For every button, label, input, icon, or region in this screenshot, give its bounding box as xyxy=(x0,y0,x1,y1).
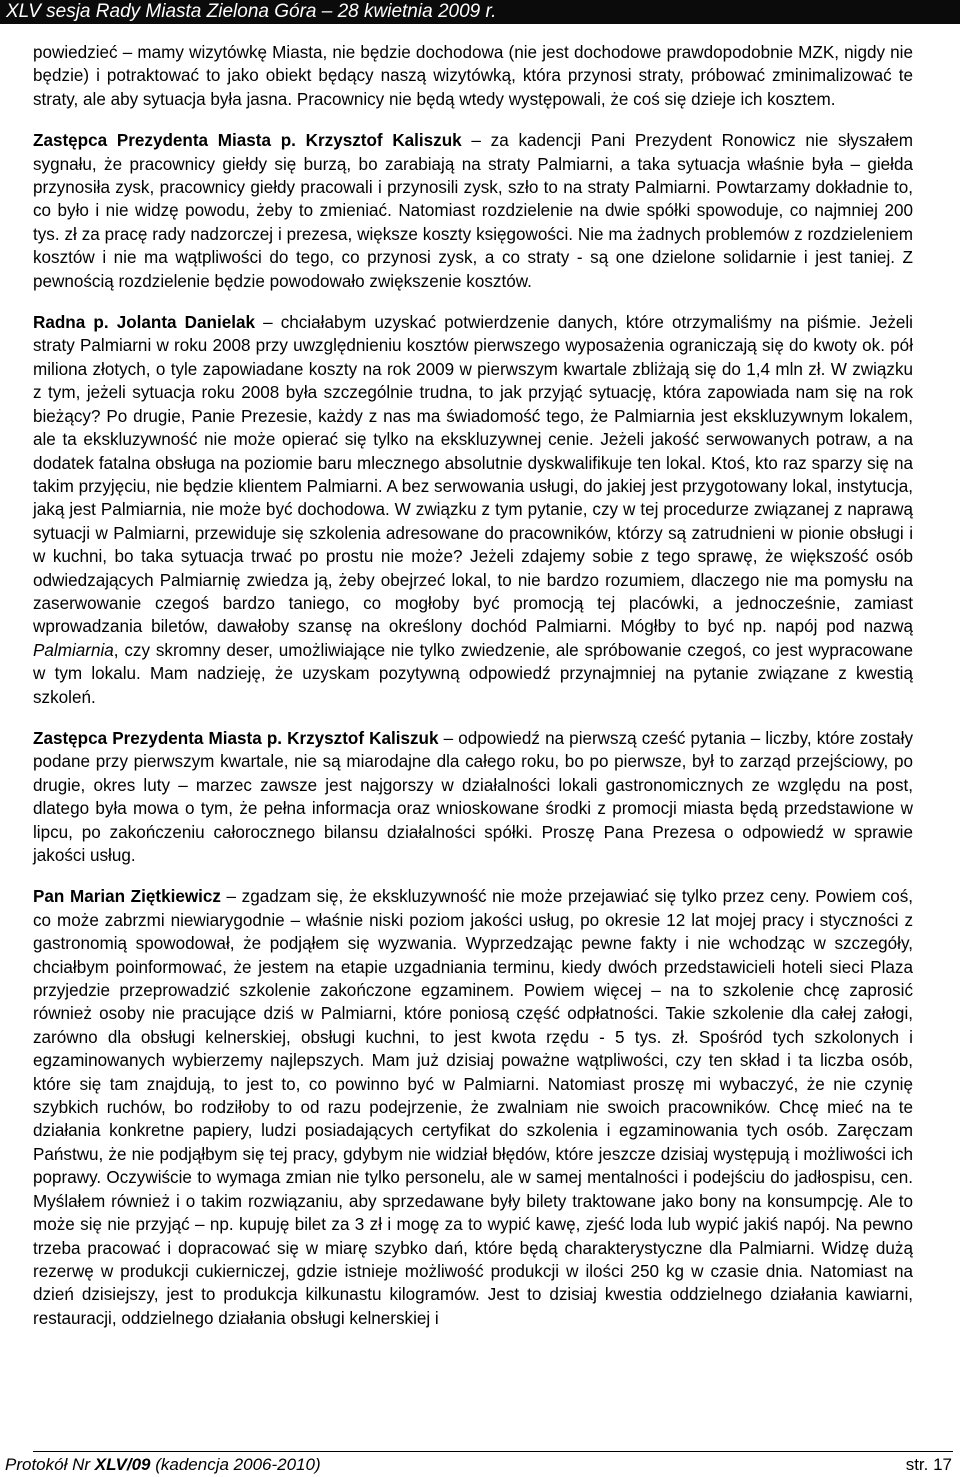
paragraph-danielak xyxy=(33,311,913,709)
paragraph-kaliszuk-2 xyxy=(33,727,913,867)
page-header xyxy=(0,0,960,24)
paragraph-text: powiedzieć – mamy wizytówkę Miasta, nie będzie dochodowa (nie jest dochodowe prawdopodobnie MZK, nigdy nie będzie) i potraktować to jako obiekt będący naszą wizytówką, która przynosi straty, próbować zminimalizować te straty, ale aby sytuacja była jasna. Pracownicy nie będą wtedy występowali, że coś się dzieje ich kosztem. xyxy=(33,43,913,109)
speaker-name: Zastępca Prezydenta Miasta p. Krzysztof Kaliszuk xyxy=(33,131,462,151)
italic-term: Palmiarnia xyxy=(33,640,114,660)
paragraph-text: – chciałabym uzyskać potwierdzenie danych, które otrzymaliśmy na piśmie. Jeżeli straty Palmiarni w roku 2008 przy uwzględnieniu kosztów pierwszego wyposażenia ograniczają się do kwoty ok. pół miliona złotych, o tyle zapowiadane koszty na rok 2009 w pierwszym kwartale zbliżają się do 1,4 mln zł. W związku z tym, jeżeli sytuacja roku 2008 była szczególnie trudna, to jak przyjąć sytuację, która zapowiada nam się na rok bieżący? Po drugie, Panie Prezesie, każdy z nas ma świadomość tego, że Palmiarnia jest ekskluzywnym lokalem, ale ta ekskluzywność nie może opierać się tylko na ekskluzywnej cenie. Jeżeli jakość serwowanych potraw, a na dodatek fatalna obsługa na poziomie baru mlecznego absolutnie dyskwalifikuje ten lokal. Ktoś, kto raz sparzy się na takim przyjęciu, nie będzie klientem Palmiarni. A bez serwowania usługi, do jakiej jest przygotowany lokal, instytucja, jaką jest Palmiarnia, nie może być dochodowa. W związku z tym pytanie, czy w tej procedurze związanej z naprawą sytuacji w Palmiarni, przewiduje się szkolenia adresowane do pracowników, którzy są zatrudnieni w pionie obsługi i w kuchni, bo taka sytuacja trwać po prostu nie może? Jeżeli zdajemy sobie z tego sprawę, że większość osób odwiedzających Palmiarnię zwiedza ją, żeby obejrzeć lokal, to nie bardzo rozumiem, dlaczego nie ma pomysłu na zaserwowanie czegoś bardzo taniego, co mogłoby być promocją tej placówki, a jednocześnie, zamiast wprowadzania biletów, dawałoby szansę na określony dochód Palmiarni. Mógłby to być np. napój pod nazwą xyxy=(33,313,913,637)
paragraph-text: – odpowiedź na pierwszą cześć pytania – liczby, które zostały podane przy pierwszym kwartale, nie są miarodajne dla całego roku, bo po pierwsze, był to zarząd przejściowy, po drugie, okres luty – marzec zawsze jest najgorszy w działalności lokali gastronomicznych ze względu na post, dlatego była mowa o tym, że pełna informacja oraz wnioskowane środki z promocji miasta będą przedstawione w lipcu, po zakończeniu całorocznego bilansu działalności spółki. Proszę Pana Prezesa o odpowiedź w sprawie jakości usług. xyxy=(33,728,914,865)
paragraph-text-continued: , czy skromny deser, umożliwiające nie tylko zwiedzenie, ale spróbowanie czegoś, co jest wypracowane w tym lokalu. Mam nadzieję, że uzyskam pozytywną odpowiedź przynajmniej na pytanie związane z kwestią szkoleń. xyxy=(33,640,913,707)
paragraph-text: – za kadencji Pani Prezydent Ronowicz nie słyszałem sygnału, że pracownicy giełdy się burzą, bo zarabiają na straty Palmiarni, a taka sytuacja właśnie była – giełda przynosiła zysk, pracownicy giełdy pracowali i przynosili zysk, szło to na straty Palmiarni. Powtarzamy dokładnie to, co było i nie widzę powodu, żeby to zmieniać. Natomiast rozdzielenie na dwie spółki spowoduje, co najmniej 200 tys. zł za pracę rady nadzorczej i prezesa, większe koszty księgowości. Nie ma żadnych problemów z rozdzieleniem kosztów i nie ma wątpliwości do tego, co przynosi zysk, a co straty - są one dzielone solidarnie i jest taniej. Z pewnością rozdzielenie będzie powodowało zwiększenie kosztów. xyxy=(33,131,913,291)
footer-divider xyxy=(33,1451,953,1452)
paragraph-text: – zgadzam się, że ekskluzywność nie może przejawiać się tylko przez ceny. Powiem coś, co może zabrzmi niewiarygodnie – właśnie niski poziom jakości usług, po okresie 12 lat mojej pracy i styczności z gastronomią spowodował, że podjąłem się wyzwania. Wyprzedzając pewne fakty i nie wchodząc w szczegóły, chciałbym poinformować, że jestem na etapie uzgadniania terminu, kiedy dwóch przedstawicieli hoteli sieci Plaza przyjedzie przeprowadzić szkolenie zakończone egzaminem. Powiem więcej – na to szkolenie chcę zaprosić również osoby nie pracujące dziś w Palmiarni, które poniosą część odpłatności. Takie szkolenie dla całej załogi, zarówno dla obsługi kelnerskiej, obsługi kuchni, to jest kwota rzędu - 5 tys. zł. Spośród tych szkolonych i egzaminowanych wybierzemy najlepszych. Mam już dzisiaj poważne wątpliwości, czy ten skład i ta liczba osób, które się tam znajdują, to jest to, co powinno być w Palmiarni. Natomiast proszę mi wybaczyć, że nie czynię szybkich ruchów, bo rodziłoby to od razu podejrzenie, że zwalniam nie swoich pracowników. Chcę mieć na te działania konkretne papiery, ludzi posiadających certyfikat do szkolenia i egzaminowania tych osób. Zaręczam Państwu, że nie podjąłbym się tej pracy, gdybym nie widział błędów, które jeszcze dzisiaj występują i możliwości ich poprawy. Oczywiście to wymaga zmian nie tylko personelu, ale w samej mentalności i podejściu do jadłospisu, cen. Myślałem również i o takim rozwiązaniu, aby sprzedawane były bilety traktowane jako bony na konsumpcję. Ale to może się nie przyjąć – np. kupuję bilet za 3 zł i mogę za to wypić kawę, zjeść loda lub wypić jakiś napój. Na pewno trzeba pracować i dopracować się w miarę szybko dań, które będą charakterystyczne dla Palmiarni. Widzę dużą rezerwę w produkcji cukierniczej, gdzie istnieje możliwość produkcji w ilości 250 kg w czasie dnia. Natomiast na dzień dzisiejszy, jest to produkcja kilkunastu kilogramów. Jest to dzisiaj kwestia oddzielnego działania kawiarni, restauracji, oddzielnego działania obsługi kelnerskiej i xyxy=(33,887,913,1328)
speaker-name: Radna p. Jolanta Danielak xyxy=(33,313,255,333)
speaker-name: Pan Marian Ziętkiewicz xyxy=(33,887,221,907)
paragraph-kaliszuk-1 xyxy=(33,129,913,293)
page-number: str. 17 xyxy=(905,1455,952,1474)
protocol-label: Protokół Nr xyxy=(5,1455,95,1474)
document-body xyxy=(33,41,913,1330)
paragraph-continuation xyxy=(33,41,913,111)
header-title: XLV sesja Rady Miasta Zielona Góra – 28 kwietnia 2009 r. xyxy=(6,1,497,22)
speaker-name: Zastępca Prezydenta Miasta p. Krzysztof Kaliszuk xyxy=(33,728,439,748)
paragraph-zietkiewicz xyxy=(33,885,913,1330)
footer-protocol xyxy=(5,1454,321,1476)
protocol-number: XLV/09 xyxy=(94,1455,151,1474)
protocol-term: (kadencja 2006-2010) xyxy=(150,1455,321,1474)
